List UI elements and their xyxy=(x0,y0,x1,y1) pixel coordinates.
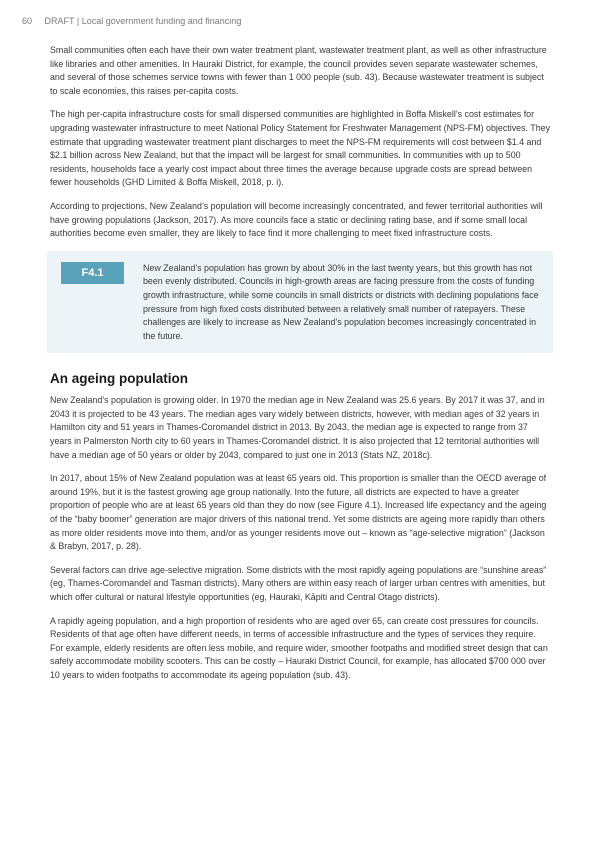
finding-label: F4.1 xyxy=(61,262,124,284)
finding-box xyxy=(47,251,553,354)
paragraph: A rapidly ageing population, and a high proportion of residents who are aged over 65, can create cost pressures for councils. Residents of that age often have different needs, in terms of accessible infrastructure and the types of services they require. For example, elderly residents are often less mobile, and require wider, smoother footpaths and modified street design that can safely accommodate mobility scooters. This can be costly – Hauraki District Council, for example, has allocated $700 000 over 10 years to widen footpaths to accommodate its ageing population (sub. 43). xyxy=(50,615,548,680)
paragraph: According to projections, New Zealand’s population will become increasingly concentrated, and fewer territorial authorities will have growing populations (Jackson, 2017). As more councils face a static or declining rating base, and if some small local authorities become even smaller, they are likely to face find it more challenging to meet fixed infrastructure costs. xyxy=(50,200,543,239)
paragraph: The high per-capita infrastructure costs for small dispersed communities are highlighted in Boffa Miskell’s cost estimates for upgrading wastewater infrastructure to meet National Policy Statement for Freshwater Management (NPS-FM) objectives. They estimate that upgrading wastewater treatment plant discharges to meet the NPS-FM requirements will cost between $1.4 and $2.1 billion across New Zealand, but that the impact will be largest for small communities. In communities with up to 500 residents, households face a yearly cost impact about three times the average because upgrade costs are spread between fewer households (GHD Limited & Boffa Miskell, 2018, p. i). xyxy=(50,109,551,188)
section-heading: An ageing population xyxy=(50,371,188,387)
running-header xyxy=(22,16,241,26)
finding-text: New Zealand’s population has grown by about 30% in the last twenty years, but this growth has not been evenly distributed. Councils in high-growth areas are facing pressure from the costs of funding growth infrastructure, while some councils in small districts or districts with declining populations face pressure from high fixed costs distributed between a relatively small number of ratepayers. These challenges are likely to increase as New Zealand’s population becomes increasingly concentrated in the future. xyxy=(143,262,539,341)
running-title: DRAFT | Local government funding and financing xyxy=(44,16,242,26)
page-number: 60 xyxy=(22,16,33,26)
paragraph: In 2017, about 15% of New Zealand population was at least 65 years old. This proportion is smaller than the OECD average of around 19%, but it is the fastest growing age group nationally. Into the future, all districts are expected to have a greater proportion of people who are at least 65 years old than they do now (see Figure 4.1). Increased life expectancy and the ageing of the “baby boomer” generation are major drivers of this national trend. Yet some districts are ageing more rapidly than others as more older residents move into them, and/or as younger residents move out – known as “age-selective migration” (Jackson & Brabyn, 2017, p. 28). xyxy=(50,473,547,552)
paragraph: Small communities often each have their own water treatment plant, wastewater treatment plant, as well as other infrastructure like libraries and other amenities. In Hauraki District, for example, the council provides seven separate wastewater schemes, and several of those schemes service towns with fewer than 1 000 people (sub. 43). Because wastewater treatment is subject to scale economies, this raises per-capita costs. xyxy=(50,45,547,96)
paragraph: Several factors can drive age-selective migration. Some districts with the most rapidly ageing populations are “sunshine areas” (eg, Thames-Coromandel and Tasman districts). Many others are within easy reach of larger urban centres with amenities, but which offer cultural or natural lifestyle opportunities (eg, Hauraki, Kāpiti and Central Otago districts). xyxy=(50,564,547,602)
page-content xyxy=(50,44,550,693)
paragraph: New Zealand’s population is growing older. In 1970 the median age in New Zealand was 25.6 years. By 2017 it was 37, and in 2043 it is projected to be 43 years. The median ages vary widely between districts, however, with median ages of 32 years in Hamilton city and 51 years in Thames-Coromandel district in 2013. By 2043, the median age is expected to range from 37 years in Palmerston North city to 60 years in Thames-Coromandel district. It is also projected that 12 territorial authorities will have a median age of 50 years or older by 2043, compared to just one in 2013 (Stats NZ, 2018c). xyxy=(50,395,545,460)
